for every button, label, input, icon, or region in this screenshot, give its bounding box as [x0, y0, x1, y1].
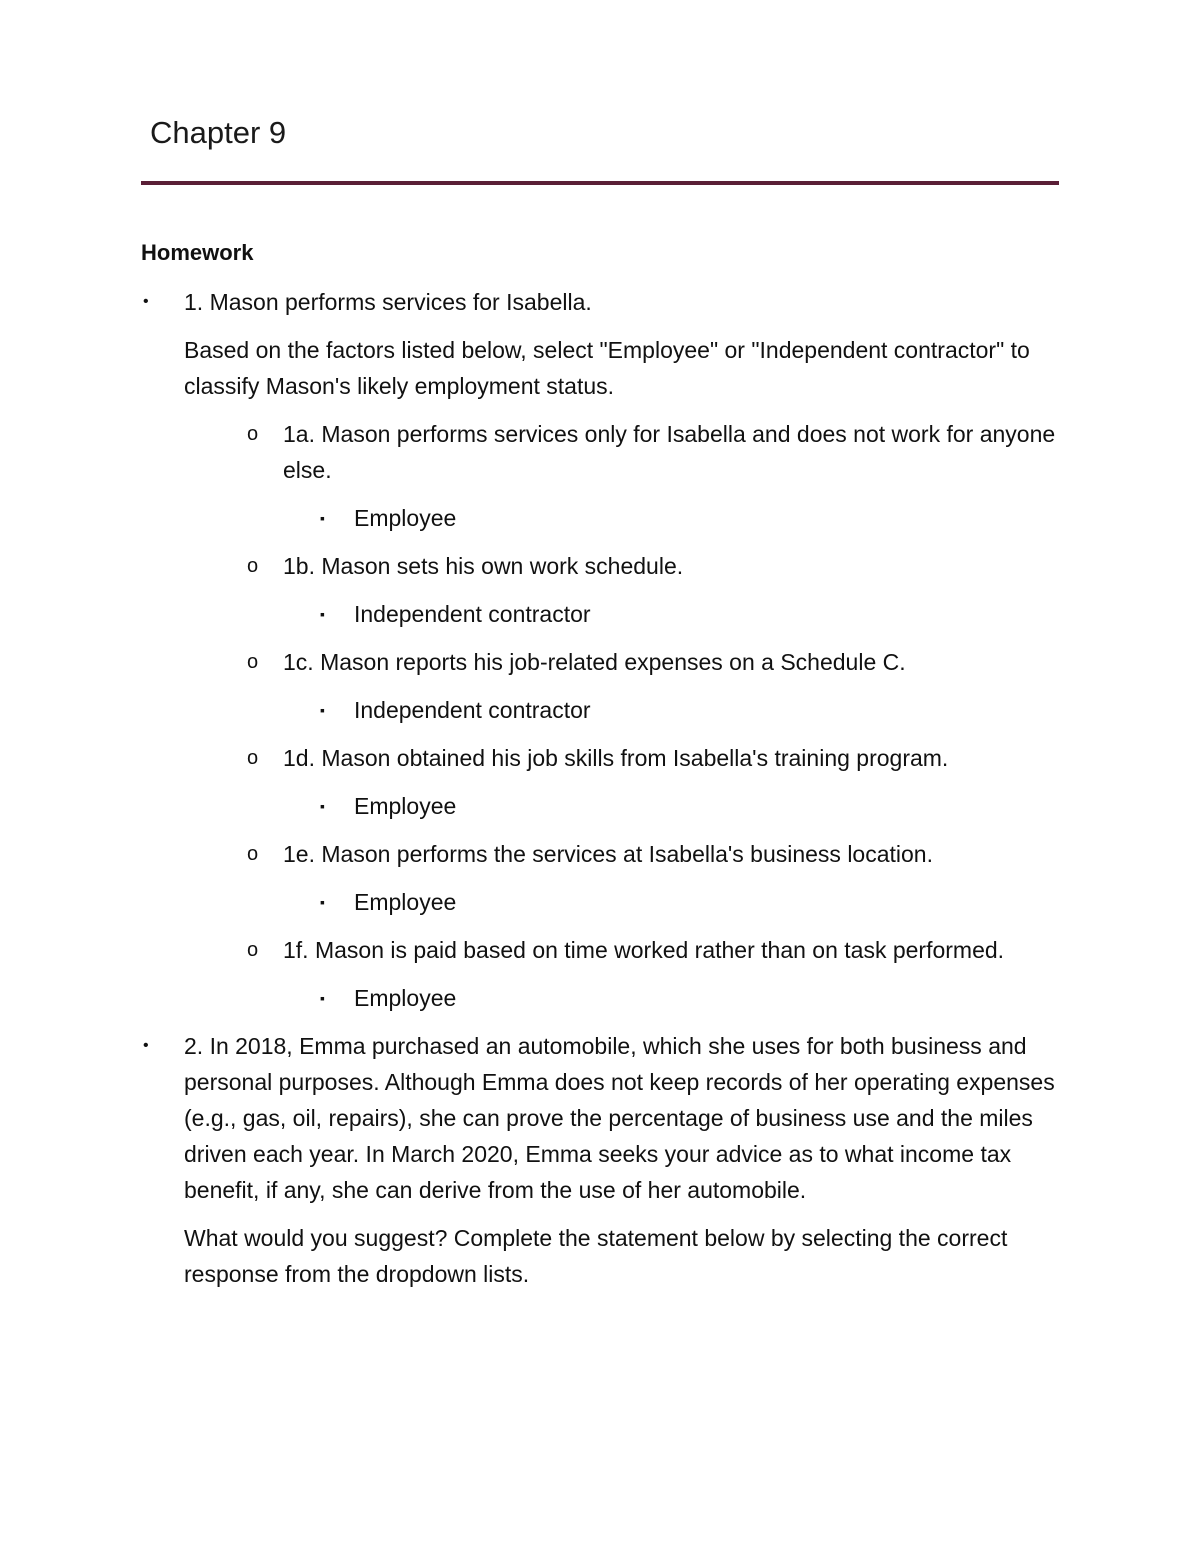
question-2 [0, 1028, 1200, 1208]
item-answer: Independent contractor [354, 601, 591, 627]
bullet-dot-icon: • [143, 1037, 149, 1054]
bullet-circle-icon: o [247, 843, 259, 865]
item-prompt: 1c. Mason reports his job-related expenses on a Schedule C. [283, 649, 906, 675]
chapter-title: Chapter 9 [150, 115, 287, 150]
question-2-instruction: What would you suggest? Complete the statement below by selecting the correct response from the dropdown lists. [184, 1225, 1008, 1287]
item-prompt: 1d. Mason obtained his job skills from Isabella's training program. [283, 745, 949, 771]
bullet-circle-icon: o [247, 423, 259, 445]
item-prompt: 1a. Mason performs services only for Isabella and does not work for anyone else. [283, 421, 1056, 483]
list-item [0, 692, 1200, 728]
item-prompt: 1f. Mason is paid based on time worked rather than on task performed. [283, 937, 1005, 963]
bullet-square-icon: ▪ [320, 510, 325, 526]
list-item [0, 596, 1200, 632]
list-item [0, 548, 1200, 584]
section-heading: Homework [141, 240, 254, 265]
homework-content [0, 284, 1200, 1292]
bullet-circle-icon: o [247, 939, 259, 961]
title-divider [141, 181, 1059, 185]
item-prompt: 1b. Mason sets his own work schedule. [283, 553, 684, 579]
question-1-instruction-row [0, 332, 1200, 404]
question-1 [0, 284, 1200, 320]
list-item [0, 836, 1200, 872]
item-answer: Employee [354, 985, 457, 1011]
bullet-circle-icon: o [247, 555, 259, 577]
bullet-square-icon: ▪ [320, 990, 325, 1006]
bullet-square-icon: ▪ [320, 702, 325, 718]
bullet-square-icon: ▪ [320, 606, 325, 622]
question-1-stem: 1. Mason performs services for Isabella. [184, 289, 592, 315]
list-item [0, 884, 1200, 920]
bullet-circle-icon: o [247, 651, 259, 673]
item-answer: Independent contractor [354, 697, 591, 723]
item-answer: Employee [354, 889, 457, 915]
list-item [0, 980, 1200, 1016]
question-2-instruction-row [0, 1220, 1200, 1292]
list-item [0, 740, 1200, 776]
item-answer: Employee [354, 793, 457, 819]
list-item [0, 644, 1200, 680]
list-item [0, 500, 1200, 536]
bullet-dot-icon: • [143, 293, 149, 310]
list-item [0, 416, 1200, 488]
item-answer: Employee [354, 505, 457, 531]
bullet-circle-icon: o [247, 747, 259, 769]
list-item [0, 788, 1200, 824]
list-item [0, 932, 1200, 968]
question-2-stem: 2. In 2018, Emma purchased an automobile, which she uses for both business and personal purposes. Although Emma does not keep records of her operating expenses (e.g., gas, oil, repairs), she can prove the percentage of business use and the miles driven each year. In March 2020, Emma seeks your advice as to what income tax benefit, if any, she can derive from the use of her automobile. [184, 1033, 1055, 1203]
item-prompt: 1e. Mason performs the services at Isabella's business location. [283, 841, 933, 867]
bullet-square-icon: ▪ [320, 894, 325, 910]
bullet-square-icon: ▪ [320, 798, 325, 814]
question-1-instruction: Based on the factors listed below, select "Employee" or "Independent contractor" to classify Mason's likely employment status. [184, 337, 1030, 399]
